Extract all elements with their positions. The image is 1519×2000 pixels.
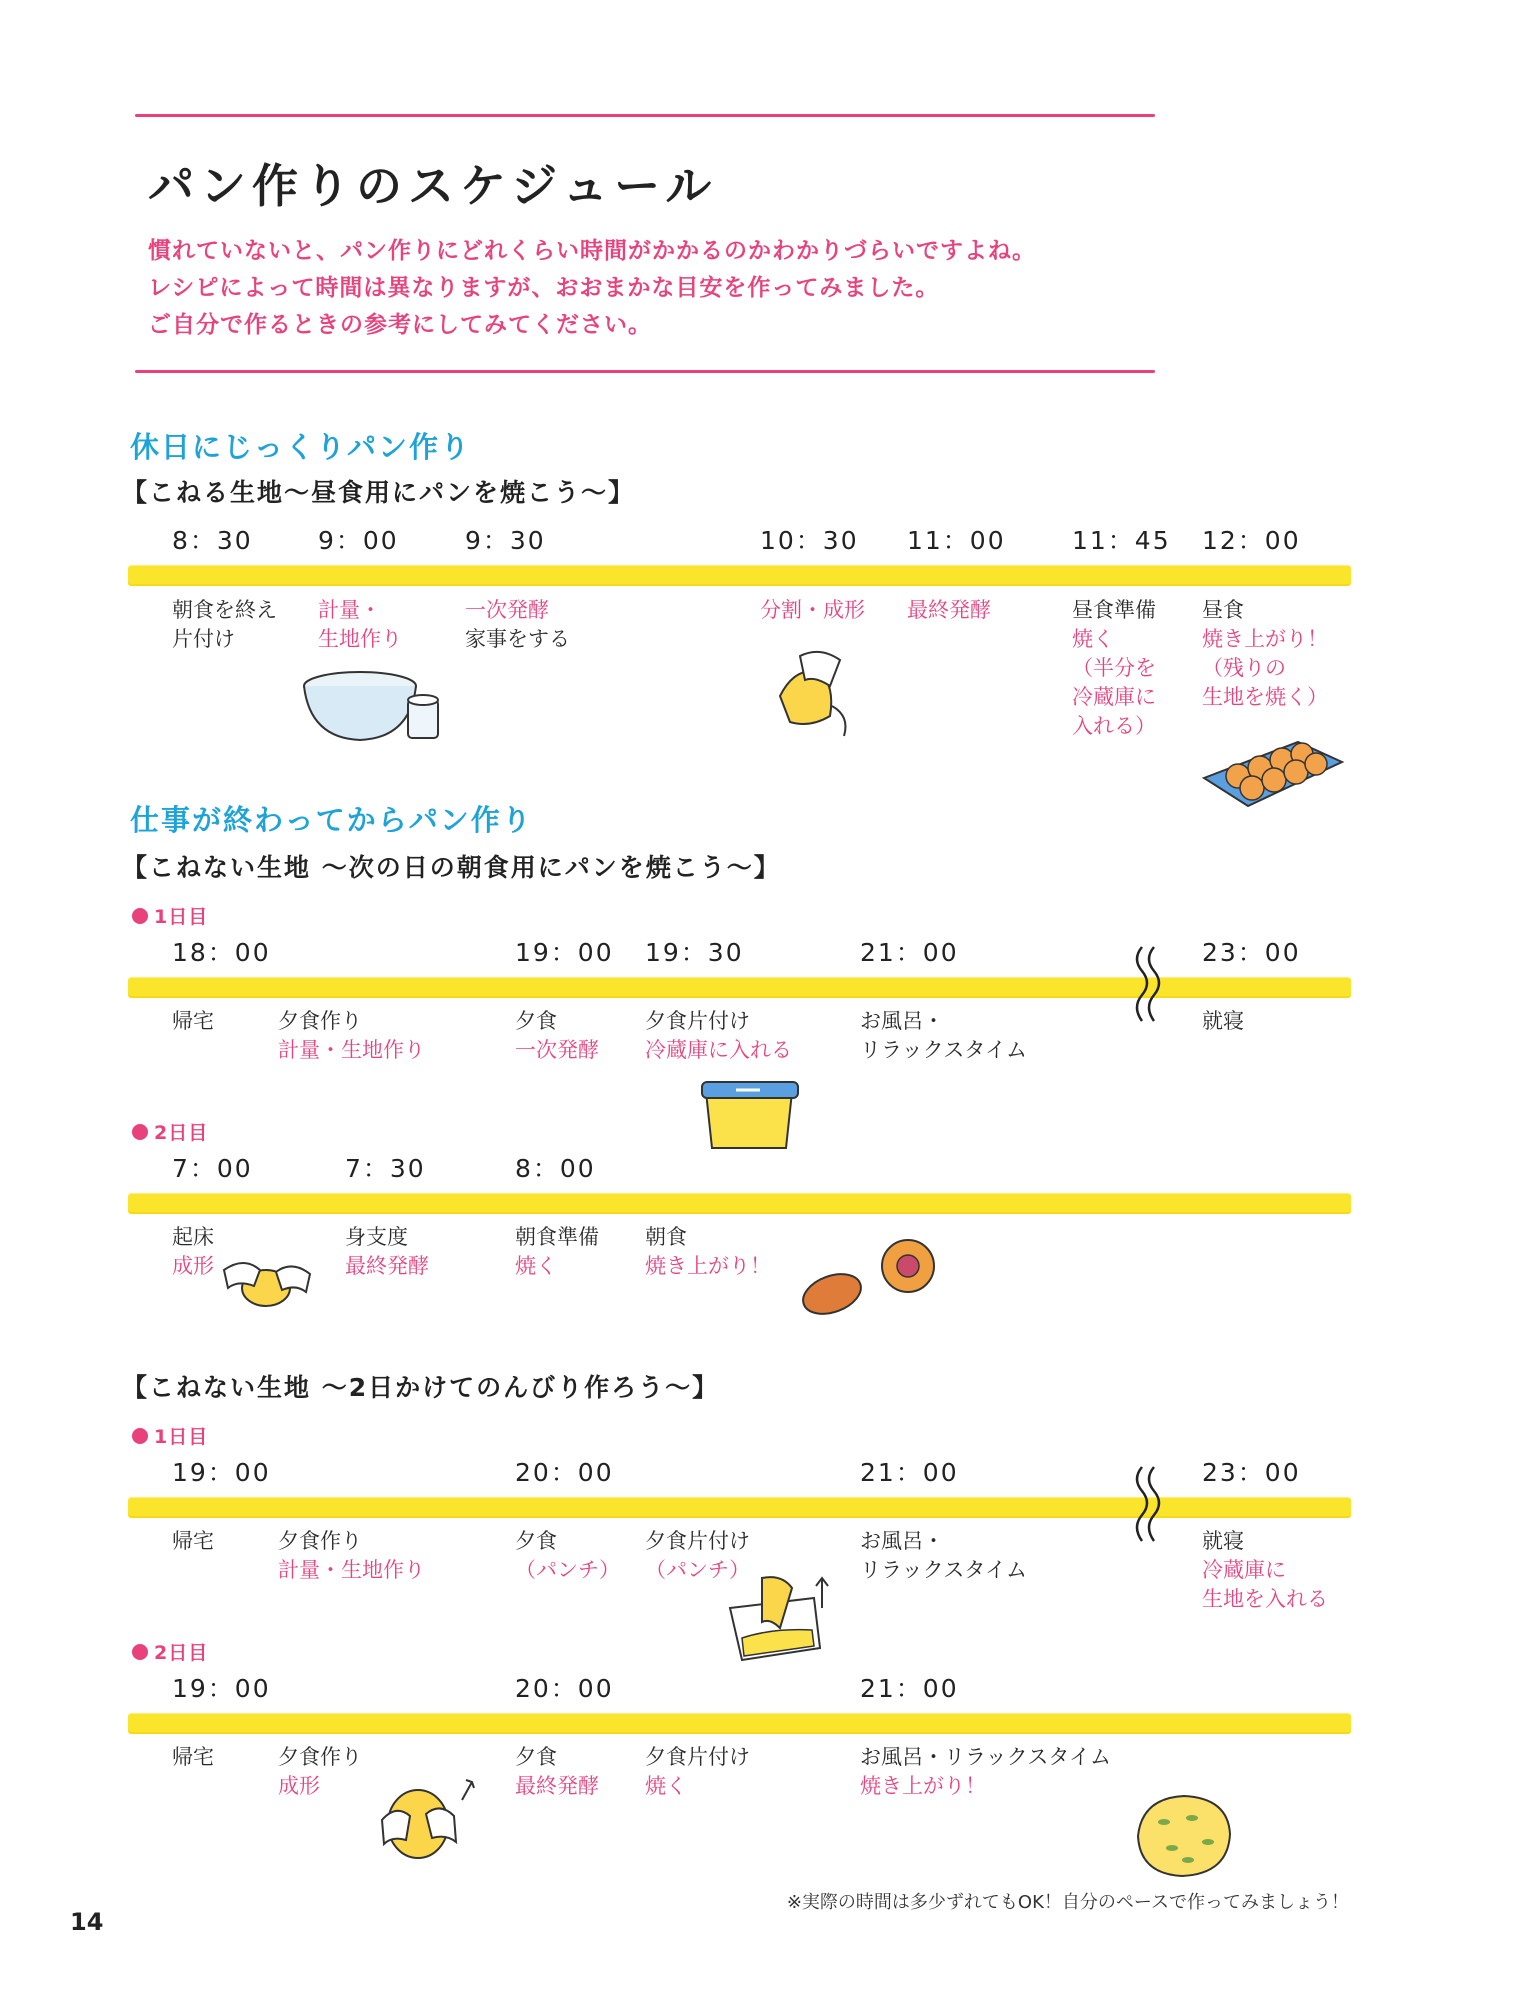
timeline-bar bbox=[128, 1194, 1351, 1212]
schedule-cell: 夕食片付け 焼く bbox=[645, 1745, 750, 1798]
time-label: 9：00 bbox=[318, 526, 399, 555]
time-label: 20：00 bbox=[515, 1674, 614, 1703]
section1-subheading: 【こねる生地～昼食用にパンを焼こう～】 bbox=[122, 478, 636, 507]
footnote: ※実際の時間は多少ずれてもOK！自分のペースで作ってみましょう！ bbox=[786, 1892, 1349, 1913]
time-label: 10：30 bbox=[760, 526, 859, 555]
time-label: 8：30 bbox=[172, 526, 253, 555]
schedule-cell: 帰宅 bbox=[172, 1745, 214, 1769]
section3-day1-label: 1日目 bbox=[132, 1422, 208, 1449]
schedule-cell: 昼食 焼き上がり！ （残りの 生地を焼く） bbox=[1202, 598, 1328, 709]
time-skip-wave-icon bbox=[1130, 1465, 1166, 1545]
timeline-bar bbox=[128, 978, 1351, 996]
time-label: 21：00 bbox=[860, 1674, 959, 1703]
schedule-cell: 分割・成形 bbox=[760, 598, 865, 622]
section1-heading: 休日にじっくりパン作り bbox=[130, 430, 472, 464]
time-label: 20：00 bbox=[515, 1458, 614, 1487]
time-skip-wave-icon bbox=[1130, 945, 1166, 1025]
schedule-cell: 夕食 （パンチ） bbox=[515, 1529, 620, 1582]
rolling-dough-hands-icon bbox=[362, 1770, 482, 1870]
timeline-bar bbox=[128, 1498, 1351, 1516]
page-title: パン作りのスケジュール bbox=[148, 159, 718, 213]
punch-dough-container-icon bbox=[722, 1568, 832, 1668]
section2-day2-label: 2日目 bbox=[132, 1118, 208, 1145]
bread-rolls-tray-icon bbox=[1198, 722, 1348, 822]
schedule-cell: 起床 成形 bbox=[172, 1225, 214, 1278]
time-label: 8：00 bbox=[515, 1154, 596, 1183]
mixing-bowl-icon bbox=[300, 668, 450, 748]
time-label: 19：00 bbox=[172, 1458, 271, 1487]
time-label: 21：00 bbox=[860, 1458, 959, 1487]
schedule-cell: 夕食作り 計量・生地作り bbox=[278, 1529, 425, 1582]
schedule-cell: 身支度 最終発酵 bbox=[345, 1225, 429, 1278]
intro-line-1: 慣れていないと、パン作りにどれくらい時間がかかるのかわかりづらいですよね。 bbox=[148, 238, 1036, 264]
schedule-cell: 夕食作り 計量・生地作り bbox=[278, 1009, 425, 1062]
schedule-cell: 就寝 bbox=[1202, 1009, 1244, 1033]
timeline-bar bbox=[128, 566, 1351, 584]
intro-line-3: ご自分で作るときの参考にしてみてください。 bbox=[148, 312, 652, 338]
schedule-cell: 夕食 一次発酵 bbox=[515, 1009, 599, 1062]
schedule-cell: 朝食を終え 片付け bbox=[172, 598, 277, 651]
section3-subheading: 【こねない生地 ～2日かけてのんびり作ろう～】 bbox=[122, 1373, 720, 1402]
schedule-cell: 夕食片付け 冷蔵庫に入れる bbox=[645, 1009, 792, 1062]
baked-breads-icon bbox=[790, 1236, 950, 1326]
time-label: 12：00 bbox=[1202, 526, 1301, 555]
time-label: 11：00 bbox=[907, 526, 1006, 555]
schedule-cell: 計量・ 生地作り bbox=[318, 598, 402, 651]
section2-day1-label: 1日目 bbox=[132, 902, 208, 929]
time-label: 7：00 bbox=[172, 1154, 253, 1183]
shaping-hands-icon bbox=[214, 1240, 324, 1330]
time-label: 23：00 bbox=[1202, 1458, 1301, 1487]
schedule-cell: 一次発酵 家事をする bbox=[465, 598, 570, 651]
schedule-cell: 帰宅 bbox=[172, 1009, 214, 1033]
schedule-cell: 夕食片付け （パンチ） bbox=[645, 1529, 750, 1582]
focaccia-icon bbox=[1128, 1790, 1238, 1880]
time-label: 23：00 bbox=[1202, 938, 1301, 967]
schedule-cell: 帰宅 bbox=[172, 1529, 214, 1553]
section3-day2-label: 2日目 bbox=[132, 1638, 208, 1665]
time-label: 18：00 bbox=[172, 938, 271, 967]
bottom-divider bbox=[135, 370, 1155, 373]
intro-line-2: レシピによって時間は異なりますが、おおまかな目安を作ってみました。 bbox=[148, 275, 940, 301]
section2-subheading: 【こねない生地 ～次の日の朝食用にパンを焼こう～】 bbox=[122, 853, 781, 882]
schedule-cell: 最終発酵 bbox=[907, 598, 991, 622]
schedule-cell: お風呂・ リラックスタイム bbox=[860, 1529, 1027, 1582]
time-label: 19：00 bbox=[515, 938, 614, 967]
top-divider bbox=[135, 114, 1155, 117]
storage-container-icon bbox=[700, 1078, 800, 1154]
time-label: 19：00 bbox=[172, 1674, 271, 1703]
page-number: 14 bbox=[70, 1908, 104, 1936]
time-label: 9：30 bbox=[465, 526, 546, 555]
schedule-cell: 夕食作り 成形 bbox=[278, 1745, 362, 1798]
section2-heading: 仕事が終わってからパン作り bbox=[130, 803, 533, 837]
timeline-bar bbox=[128, 1714, 1351, 1732]
schedule-cell: お風呂・ リラックスタイム bbox=[860, 1009, 1027, 1062]
schedule-cell: 朝食 焼き上がり！ bbox=[645, 1225, 771, 1278]
time-label: 21：00 bbox=[860, 938, 959, 967]
schedule-cell: 朝食準備 焼く bbox=[515, 1225, 599, 1278]
schedule-cell: 夕食 最終発酵 bbox=[515, 1745, 599, 1798]
time-label: 11：45 bbox=[1072, 526, 1171, 555]
time-label: 7：30 bbox=[345, 1154, 426, 1183]
schedule-cell: 就寝 冷蔵庫に 生地を入れる bbox=[1202, 1529, 1328, 1611]
time-label: 19：30 bbox=[645, 938, 744, 967]
schedule-cell: お風呂・リラックスタイム 焼き上がり！ bbox=[860, 1745, 1111, 1798]
schedule-cell: 昼食準備 焼く （半分を 冷蔵庫に 入れる） bbox=[1072, 598, 1156, 738]
hand-dough-icon bbox=[760, 636, 860, 746]
